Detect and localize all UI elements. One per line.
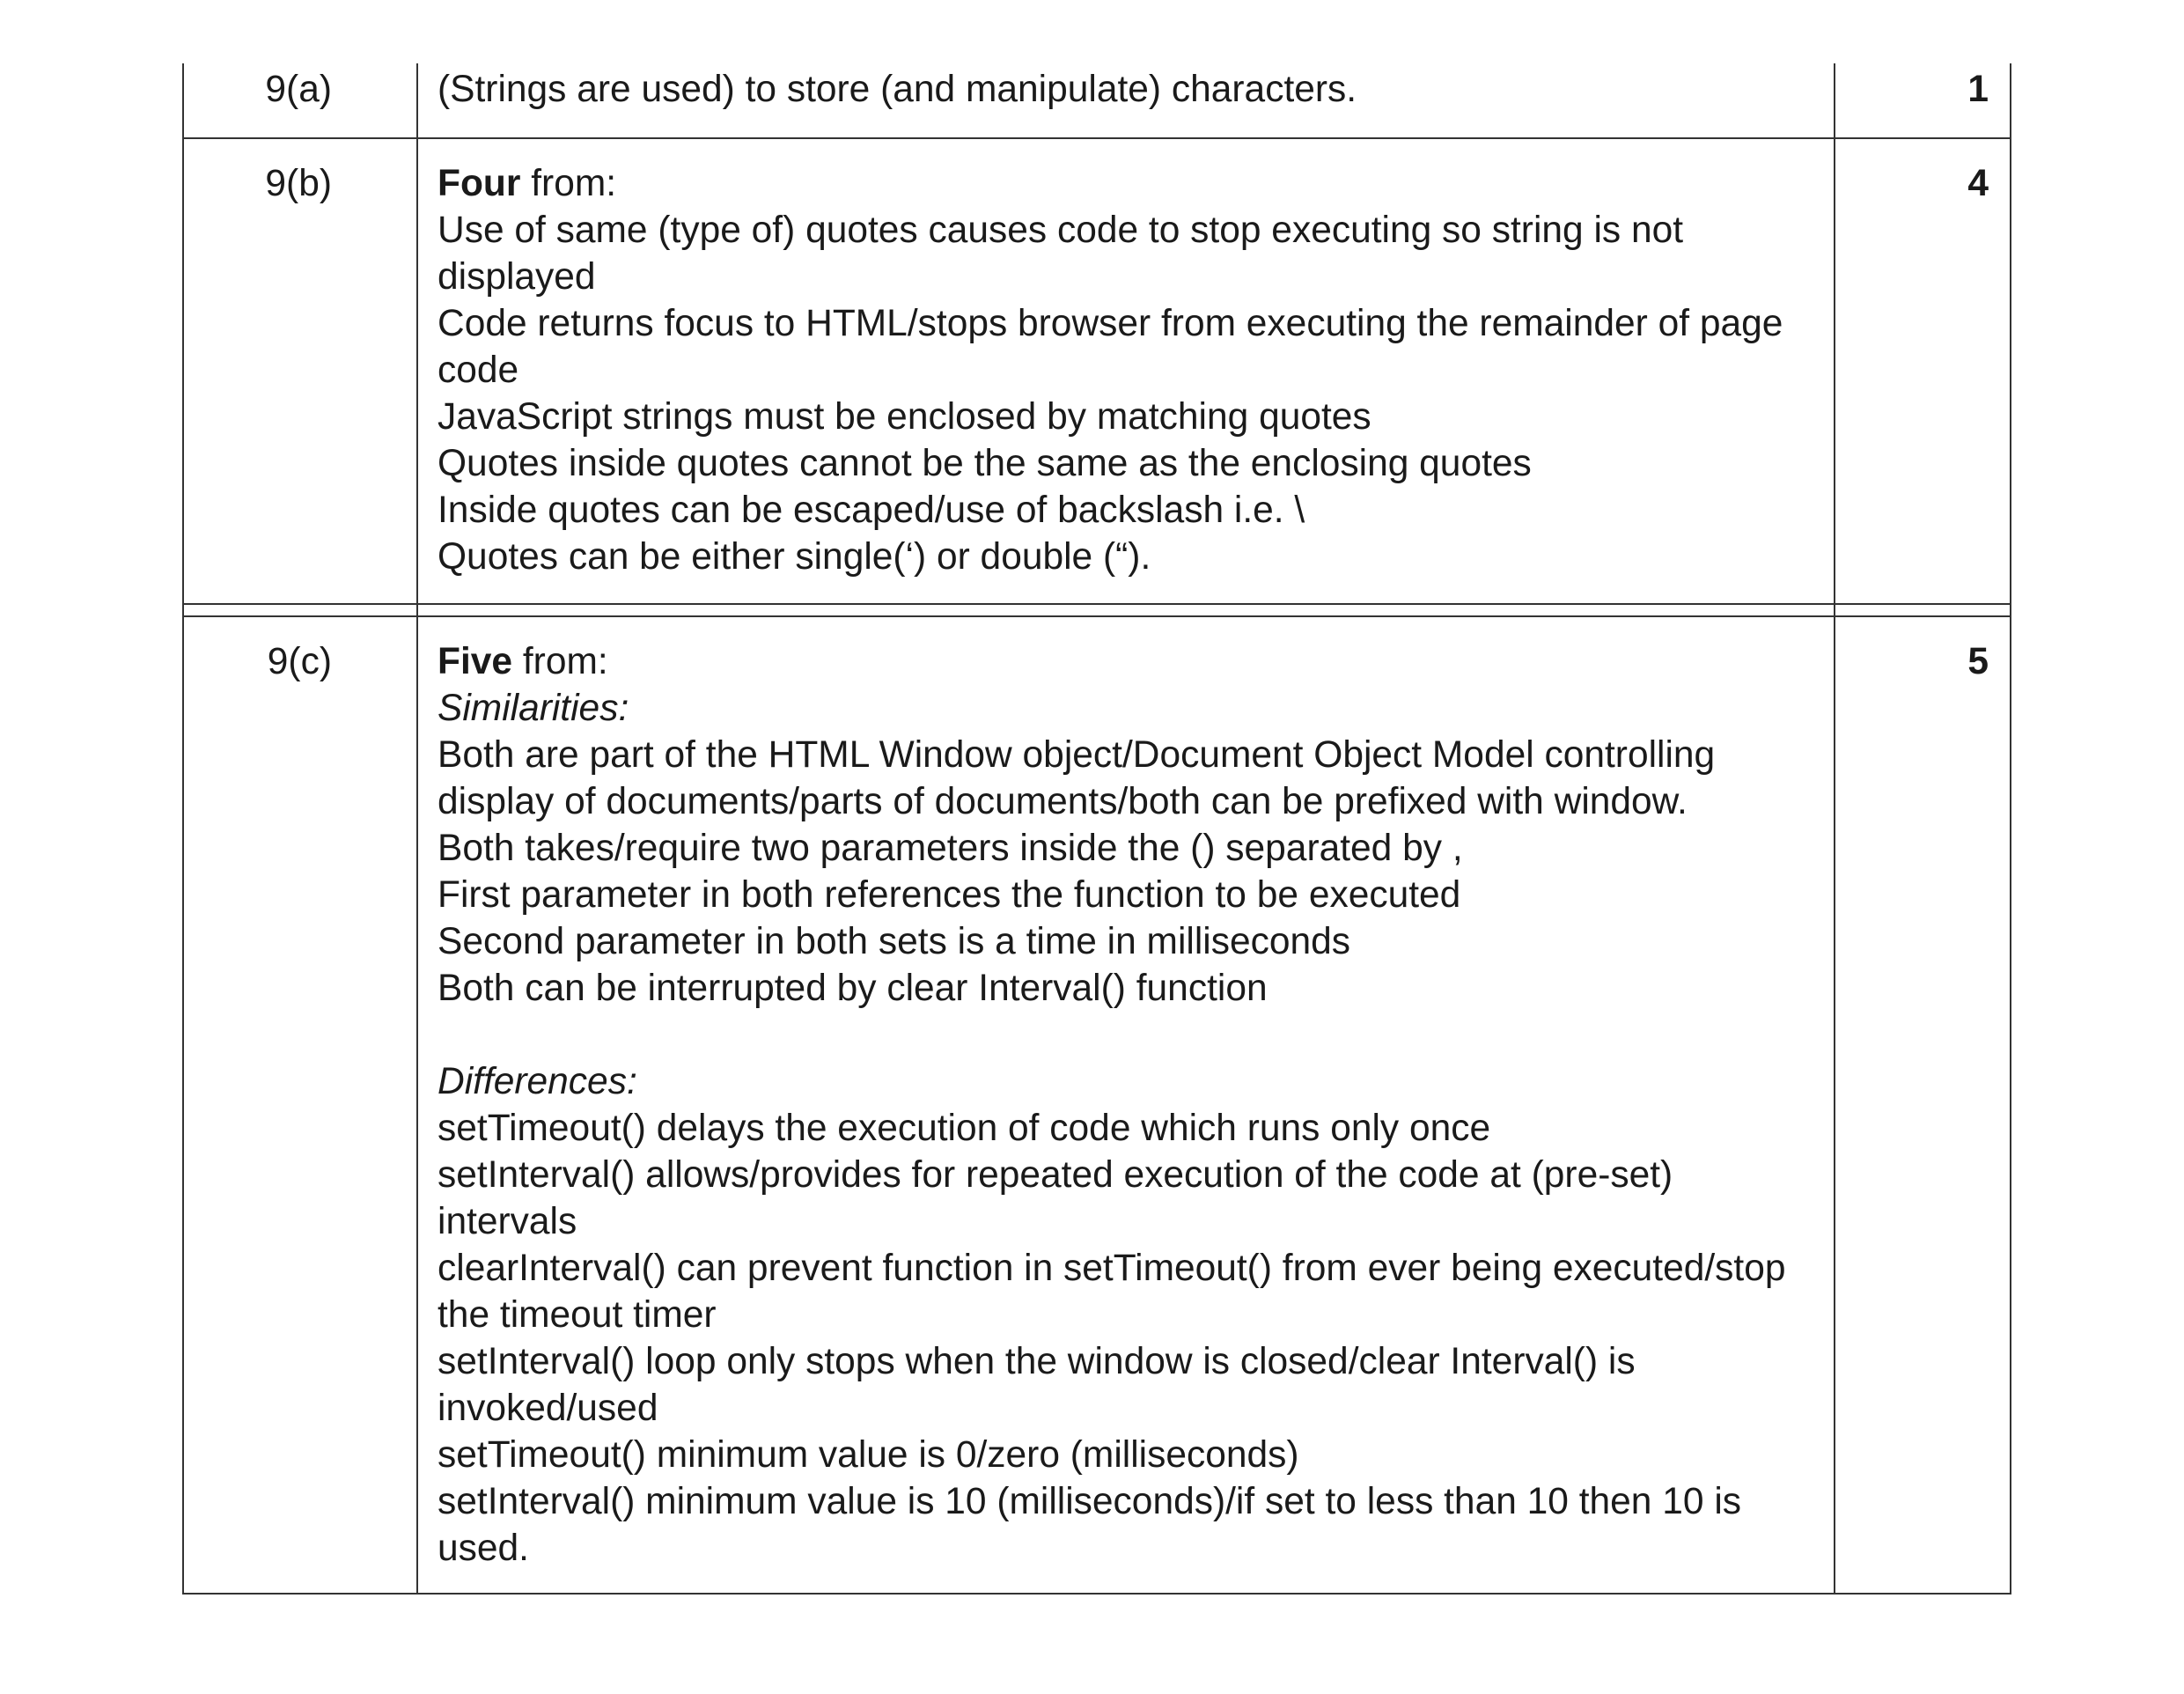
separator-cell xyxy=(1835,604,2011,616)
difference-item: setInterval() allows/provides for repeated execution of the code at (pre-set) intervals xyxy=(438,1154,1673,1242)
lead-text: from: xyxy=(512,641,608,682)
difference-item: setInterval() loop only stops when the window is closed/clear Interval() is invoked/used xyxy=(438,1341,1636,1429)
mark-scheme-table xyxy=(182,63,2011,1595)
similarity-item: Both can be interrupted by clear Interval() function xyxy=(438,968,1268,1009)
similarity-item: Both are part of the HTML Window object/Document Object Model controlling display of documents/parts of documents/both can be prefixed with window. xyxy=(438,734,1716,822)
lead-count: Five xyxy=(438,641,513,682)
separator-cell xyxy=(417,604,1835,616)
answer-line: Code returns focus to HTML/stops browser from executing the remainder of page code xyxy=(438,303,1783,391)
answer-cell xyxy=(417,616,1835,1594)
separator-cell xyxy=(183,604,417,616)
marks-cell: 5 xyxy=(1835,616,2011,1594)
similarity-item: Both takes/require two parameters inside the () separated by , xyxy=(438,828,1463,869)
answer-line: Quotes inside quotes cannot be the same as the enclosing quotes xyxy=(438,443,1532,484)
answer-lead xyxy=(438,160,1816,207)
answer-cell xyxy=(417,138,1835,604)
similarity-item: First parameter in both references the function to be executed xyxy=(438,874,1461,916)
similarity-item: Second parameter in both sets is a time in milliseconds xyxy=(438,921,1351,962)
question-number: 9(b) xyxy=(183,138,417,604)
table-row xyxy=(183,63,2011,138)
answer-line: Use of same (type of) quotes causes code to stop executing so string is not displayed xyxy=(438,210,1684,298)
table-row xyxy=(183,616,2011,1594)
difference-item: clearInterval() can prevent function in setTimeout() from ever being executed/stop the timeout timer xyxy=(438,1248,1786,1336)
similarities-heading: Similarities: xyxy=(438,688,629,729)
spacer xyxy=(438,1012,1816,1058)
question-number: 9(c) xyxy=(183,616,417,1594)
answer-lead xyxy=(438,638,1816,685)
marks-cell: 4 xyxy=(1835,138,2011,604)
answer-cell xyxy=(417,63,1835,138)
answer-line: (Strings are used) to store (and manipulate) characters. xyxy=(438,69,1357,110)
lead-text: from: xyxy=(520,163,617,204)
answer-line: Quotes can be either single(‘) or double (“). xyxy=(438,536,1151,578)
table-row xyxy=(183,138,2011,604)
separator-row xyxy=(183,604,2011,616)
answer-line: JavaScript strings must be enclosed by matching quotes xyxy=(438,396,1371,438)
question-number: 9(a) xyxy=(183,63,417,138)
marks-cell: 1 xyxy=(1835,63,2011,138)
lead-count: Four xyxy=(438,163,521,204)
answer-line: Inside quotes can be escaped/use of backslash i.e. \ xyxy=(438,490,1305,531)
difference-item: setTimeout() minimum value is 0/zero (milliseconds) xyxy=(438,1434,1299,1476)
difference-item: setTimeout() delays the execution of code which runs only once xyxy=(438,1108,1491,1149)
difference-item: setInterval() minimum value is 10 (milliseconds)/if set to less than 10 then 10 is used. xyxy=(438,1481,1742,1569)
differences-heading: Differences: xyxy=(438,1061,637,1102)
